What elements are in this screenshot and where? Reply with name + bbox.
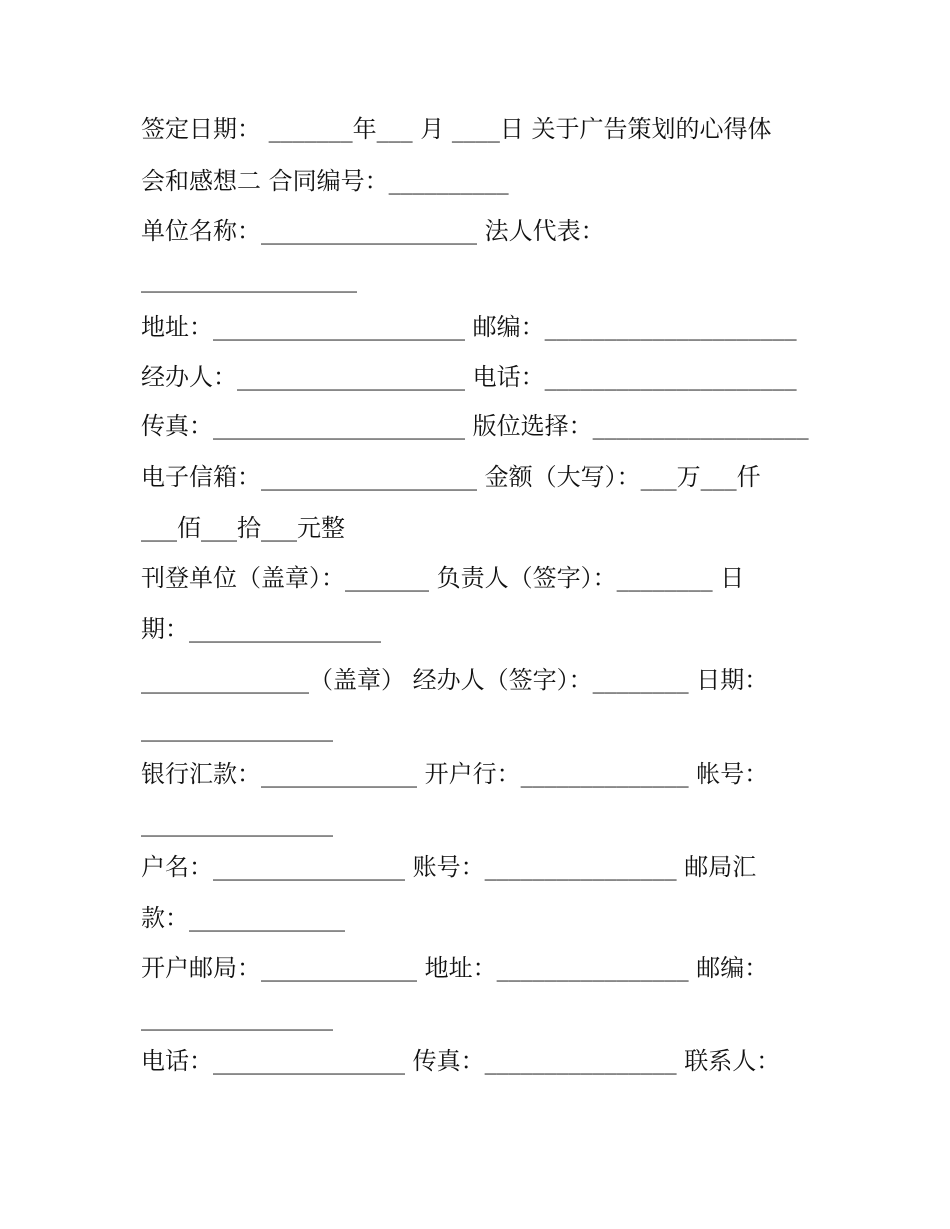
text-line-phone-fax-contact: 电话：________________ 传真：________________ 联系人：	[141, 1047, 781, 1075]
text-line-amount-cont: ___佰___拾___元整	[141, 514, 345, 542]
text-line-postal-remit: 款：_____________	[141, 904, 345, 932]
text-line-address: 地址：_____________________ 邮编：_____________________	[141, 313, 797, 341]
text-line-unit-name: 单位名称：__________________ 法人代表：	[141, 217, 605, 245]
text-line-email-amount: 电子信箱：__________________ 金额（大写）：___万___仟	[141, 463, 761, 491]
text-line-account-name: 户名：________________ 账号：________________ 邮局汇	[141, 853, 757, 881]
text-line-publisher-sign: 刊登单位（盖章）：_______ 负责人（签字）：________ 日	[141, 564, 745, 592]
text-line-postcode-blank: ________________	[141, 1003, 333, 1031]
text-line-date-blank: 期：________________	[141, 615, 381, 643]
text-line-handler-phone: 经办人：___________________ 电话：_____________________	[141, 363, 797, 391]
text-line-seal-handler: ______________（盖章） 经办人（签字）：________ 日期：	[141, 666, 769, 694]
text-line-date-title: 签定日期： _______年___ 月 ____日 关于广告策划的心得体	[141, 115, 772, 143]
text-line-date-blank-2: ________________	[141, 714, 333, 742]
text-line-fax-position: 传真：_____________________ 版位选择：__________________	[141, 412, 809, 440]
text-line-legal-rep-blank: __________________	[141, 265, 357, 293]
text-line-post-office: 开户邮局：_____________ 地址：________________ 邮编：	[141, 954, 769, 982]
text-line-account-blank: ________________	[141, 809, 333, 837]
text-line-contract-number: 会和感想二 合同编号：__________	[141, 167, 509, 195]
text-line-bank-transfer: 银行汇款：_____________ 开户行：______________ 帐号：	[141, 760, 769, 788]
